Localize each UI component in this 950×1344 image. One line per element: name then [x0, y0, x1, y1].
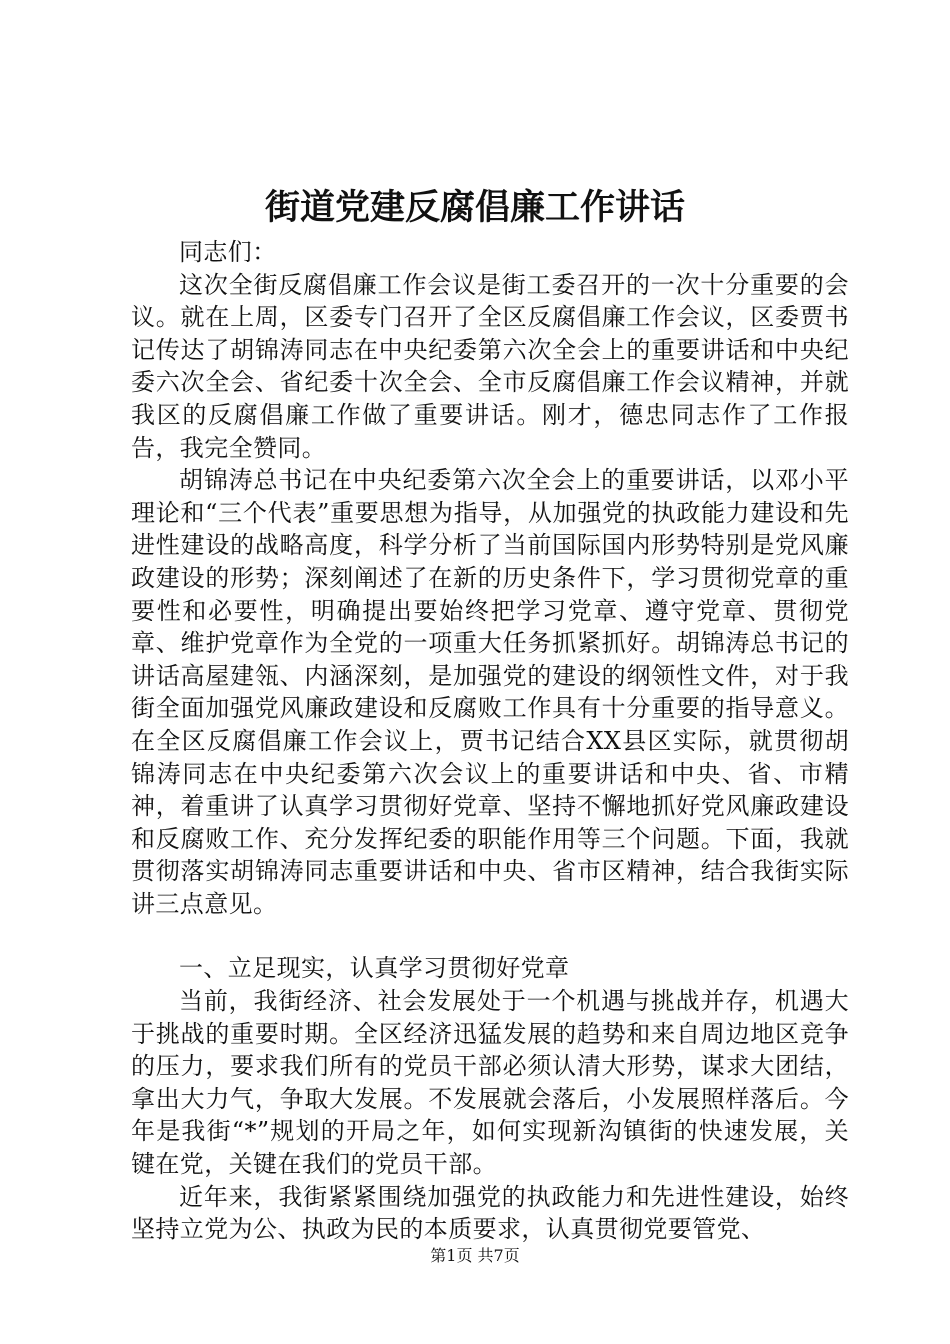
- paragraph: 这次全街反腐倡廉工作会议是街工委召开的一次十分重要的会议。就在上周，区委专门召开了全区反腐倡廉工作会议，区委贾书记传达了胡锦涛同志在中央纪委第六次全会上的重要讲话和中央纪委六次全会、省纪委十次全会、全市反腐倡廉工作会议精神，并就我区的反腐倡廉工作做了重要讲话。刚才，德忠同志作了工作报告，我完全赞同。: [131, 270, 849, 462]
- document-body: [131, 236, 849, 1246]
- page-number-footer: 第1页 共7页: [430, 1246, 520, 1265]
- paragraph: 近年来，我街紧紧围绕加强党的执政能力和先进性建设，始终坚持立党为公、执政为民的本质要求，认真贯彻党要管党、: [131, 1182, 849, 1244]
- paragraph: 胡锦涛总书记在中央纪委第六次全会上的重要讲话，以邓小平理论和“三个代表”重要思想为指导，从加强党的执政能力建设和先进性建设的战略高度，科学分析了当前国际国内形势特别是党风廉政建设的形势；深刻阐述了在新的历史条件下，学习贯彻党章的重要性和必要性，明确提出要始终把学习党章、遵守党章、贯彻党章、维护党章作为全党的一项重大任务抓紧抓好。胡锦涛总书记的讲话高屋建瓴、内涵深刻，是加强党的建设的纲领性文件，对于我街全面加强党风廉政建设和反腐败工作具有十分重要的指导意义。在全区反腐倡廉工作会议上，贾书记结合XX县区实际，就贯彻胡锦涛同志在中央纪委第六次会议上的重要讲话和中央、省、市精神，着重讲了认真学习贯彻好党章、坚持不懈地抓好党风廉政建设和反腐败工作、充分发挥纪委的职能作用等三个问题。下面，我就贯彻落实胡锦涛同志重要讲话和中央、省市区精神，结合我街实际讲三点意见。: [131, 466, 849, 918]
- greeting-line: 同志们：: [179, 238, 277, 266]
- document-title: 街道党建反腐倡廉工作讲话: [264, 187, 685, 228]
- paragraph: 当前，我街经济、社会发展处于一个机遇与挑战并存，机遇大于挑战的重要时期。全区经济迅猛发展的趋势和来自周边地区竞争的压力，要求我们所有的党员干部必须认清大形势，谋求大团结，拿出大力气，争取大发展。不发展就会落后，小发展照样落后。今年是我街“*”规划的开局之年，如何实现新沟镇街的快速发展，关键在党，关键在我们的党员干部。: [131, 987, 849, 1179]
- section-heading: 一、立足现实，认真学习贯彻好党章: [179, 954, 570, 983]
